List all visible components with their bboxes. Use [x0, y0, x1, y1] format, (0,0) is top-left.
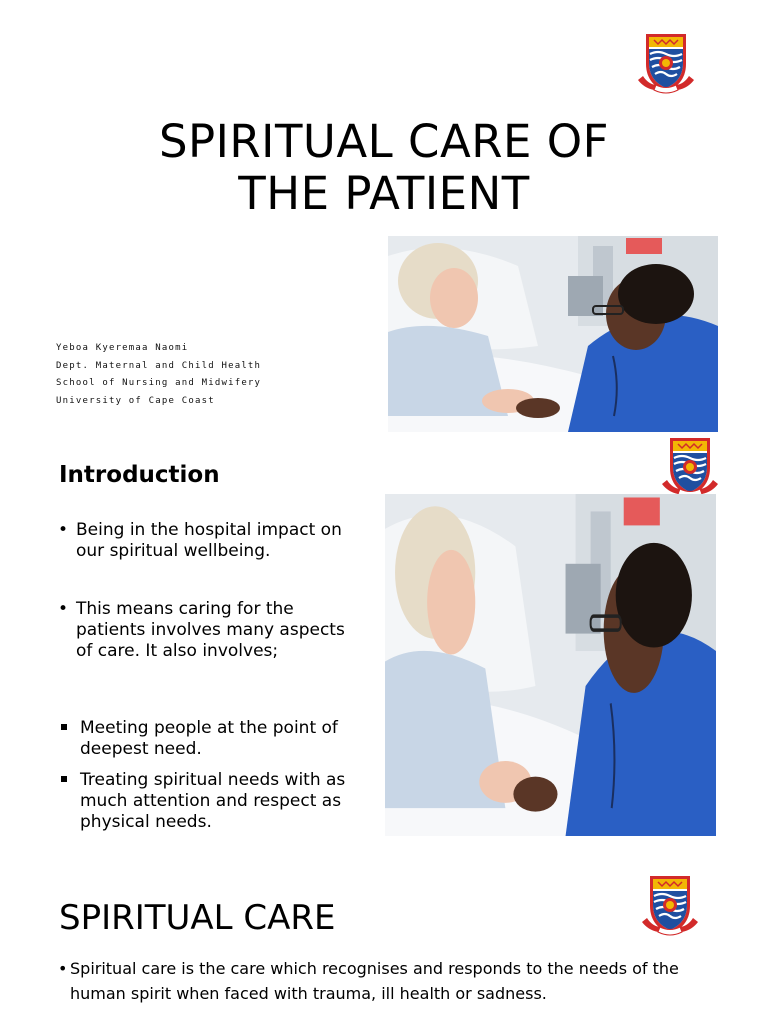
bullet-list: [58, 956, 718, 1006]
list-item: • This means caring for the patients involves many aspects of care. It also involves;: [58, 599, 345, 661]
spiritual-care-slide: [0, 864, 768, 1024]
university-crest-icon: [640, 872, 700, 940]
bullet-list: [58, 599, 358, 662]
introduction-slide: [0, 432, 768, 864]
university-crest-icon: [660, 434, 720, 502]
author-name: Yeboa Kyeremaa Naomi: [56, 343, 189, 353]
list-item: Treating spiritual needs with as much attention and respect as physical needs.: [58, 770, 360, 833]
list-item: • Being in the hospital impact on our spiritual wellbeing.: [58, 520, 342, 561]
square-bullet-icon: [61, 776, 67, 782]
bullet-list: [58, 520, 358, 562]
slide-heading: SPIRITUAL CARE: [59, 898, 336, 938]
bullet-icon: •: [58, 520, 69, 540]
square-bullet-icon: [61, 724, 67, 730]
bullet-icon: •: [58, 959, 68, 978]
author-department: Dept. Maternal and Child Health: [56, 360, 262, 371]
slide-title: SPIRITUAL CARE OF THE PATIENT: [158, 115, 610, 220]
author-university: University of Cape Coast: [56, 395, 215, 406]
list-item: Meeting people at the point of deepest need.: [58, 718, 360, 760]
author-school: School of Nursing and Midwifery: [56, 378, 262, 388]
sub-bullet-list: [58, 718, 360, 833]
title-slide: [0, 0, 768, 432]
patient-nurse-photo: [385, 494, 716, 836]
author-info: [56, 340, 261, 410]
university-crest-icon: [636, 30, 696, 98]
bullet-icon: •: [58, 599, 69, 619]
patient-nurse-photo: [388, 236, 718, 432]
list-item: • Spiritual care is the care which recognises and responds to the needs of the human spirit when faced with trauma, ill health or sadness.: [58, 956, 718, 1006]
slide-heading: Introduction: [59, 462, 220, 488]
